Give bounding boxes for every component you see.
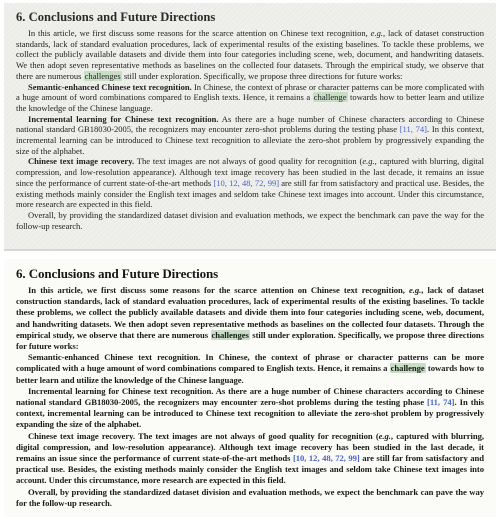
text-run: still under exploration. Specifically, we propose three directions for future works:: [16, 329, 484, 352]
text-run: As there are a huge number of Chinese characters according to Chinese national standard GB18030-2005, the recognizers may encounter zero-shot problems during the testing phase: [16, 385, 485, 408]
paragraph-semantic: [16, 82, 484, 114]
paragraph-lead: Chinese text image recovery.: [28, 156, 135, 167]
text-run: are still far from satisfactory and practical use. Besides, the existing methods mainly consider the English text images and seldom take Chinese text images into account. Under this circumstance, more research are expected in this field.: [16, 453, 484, 486]
text-run: In this article, we first discuss some reasons for the scarce attention on Chinese text recognition,: [28, 285, 409, 295]
paragraph-lead: Semantic-enhanced Chinese text recognition.: [28, 81, 192, 92]
paragraph-intro: [16, 28, 484, 82]
page-excerpt-rendered: [4, 259, 496, 517]
text-run: Overall, by providing the standardized dataset division and evaluation methods, we expect the benchmark can pave the way for the follow-up research.: [16, 209, 484, 231]
text-run: , lack of dataset construction standards, lack of standard evaluation procedures, lack of experimental results of the existing baselines. To tackle these problems, we collect the publicly available datasets and divide them into four categories including scene, web, document, and handwriting datasets. We then adopt seven representative methods as baselines on the collected four datasets. Through the empirical study, we observe that there are numerous: [16, 28, 484, 81]
paragraph-lead: Incremental learning for Chinese text recognition.: [28, 385, 214, 396]
text-run: towards how to better learn and utilize the knowledge of the Chinese language.: [16, 363, 484, 385]
paragraph-overall: [16, 210, 484, 231]
highlighted-term: challenge: [313, 92, 347, 103]
text-run-italic: e.g.: [408, 285, 422, 295]
paragraph-lead: Chinese text image recovery.: [28, 430, 136, 441]
paragraph-incremental: [16, 114, 484, 157]
text-run: , captured with blurring, digital compression, and low-resolution appearance). Although text image recovery has been studied in the last decade, it remains an issue since the performance of current state-of-the-art methods: [16, 156, 485, 188]
paragraph-recovery: [16, 431, 484, 487]
text-run: are still far from satisfactory and practical use. Besides, the existing methods mainly consider the English text images and seldom take Chinese text images into account. Under this circumstance, more research are expected in this field.: [16, 177, 484, 210]
text-run: towards how to better learn and utilize the knowledge of the Chinese language.: [16, 92, 484, 113]
page-excerpt-original: [4, 3, 496, 251]
text-run: In Chinese, the context of phrase or character patterns can be more complicated with a huge amount of word combinations compared to English texts. Hence, it remains a: [16, 352, 484, 374]
paragraph-semantic: [16, 352, 484, 386]
text-run: . In this context, incremental learning can be introduced to Chinese text recognition to alleviate the zero-shot problem by progressively expanding the size of the alphabet.: [16, 124, 485, 156]
paragraph-intro: [16, 285, 484, 352]
text-run-italic: e.g.: [362, 156, 375, 167]
text-run: In Chinese, the context of phrase or character patterns can be more complicated with a huge amount of word combinations compared to English texts. Hence, it remains a: [16, 81, 484, 103]
text-run: The text images are not always of good quality for recognition (: [134, 156, 363, 167]
section-title: 6. Conclusions and Future Directions: [16, 10, 216, 24]
highlighted-term: challenges: [84, 70, 121, 81]
citation-link[interactable]: [11, 74]: [427, 397, 455, 408]
text-run: The text images are not always of good quality for recognition (: [135, 430, 379, 441]
text-run: , captured with blurring, digital compression, and low-resolution appearance). Although text image recovery has been studied in the last decade, it remains an issue since the performance of current state-of-the-art methods: [16, 430, 484, 464]
paragraph-incremental: [16, 386, 484, 431]
text-run-italic: e.g.: [378, 430, 391, 441]
highlighted-term: challenges: [211, 329, 249, 340]
text-run: , lack of dataset construction standards, lack of standard evaluation procedures, lack of experimental results of the existing baselines. To tackle these problems, we collect the publicly available datasets and divide them into four categories including scene, web, document, and handwriting datasets. We then adopt seven representative methods as baselines on the collected four datasets. Through the empirical study, we observe that there are numerous: [16, 285, 484, 340]
highlighted-term: challenge: [390, 363, 425, 374]
text-run: Overall, by providing the standardized dataset division and evaluation methods, we expect the benchmark can pave the way for the follow-up research.: [16, 486, 484, 508]
text-run: still under exploration. Specifically, we propose three directions for future works:: [121, 70, 403, 81]
text-run-italic: e.g.: [370, 28, 384, 38]
paragraph-lead: Incremental learning for Chinese text recognition.: [28, 113, 219, 124]
citation-link[interactable]: [11, 74]: [399, 124, 428, 135]
text-run: . In this context, incremental learning can be introduced to Chinese text recognition to alleviate the zero-shot problem by progressively expanding the size of the alphabet.: [16, 397, 484, 430]
citation-link[interactable]: [10, 12, 48, 72, 99]: [292, 453, 360, 464]
paragraph-overall: [16, 487, 484, 509]
text-run: In this article, we first discuss some reasons for the scarce attention on Chinese text recognition,: [28, 28, 371, 38]
paragraph-recovery: [16, 156, 484, 210]
text-run: As there are a huge number of Chinese characters according to Chinese national standard GB18030-2005, the recognizers may encounter zero-shot problems during the testing phase: [16, 113, 484, 135]
paragraph-lead: Semantic-enhanced Chinese text recognition.: [28, 352, 201, 363]
citation-link[interactable]: [10, 12, 48, 72, 99]: [213, 177, 280, 188]
section-title: 6. Conclusions and Future Directions: [16, 266, 219, 281]
